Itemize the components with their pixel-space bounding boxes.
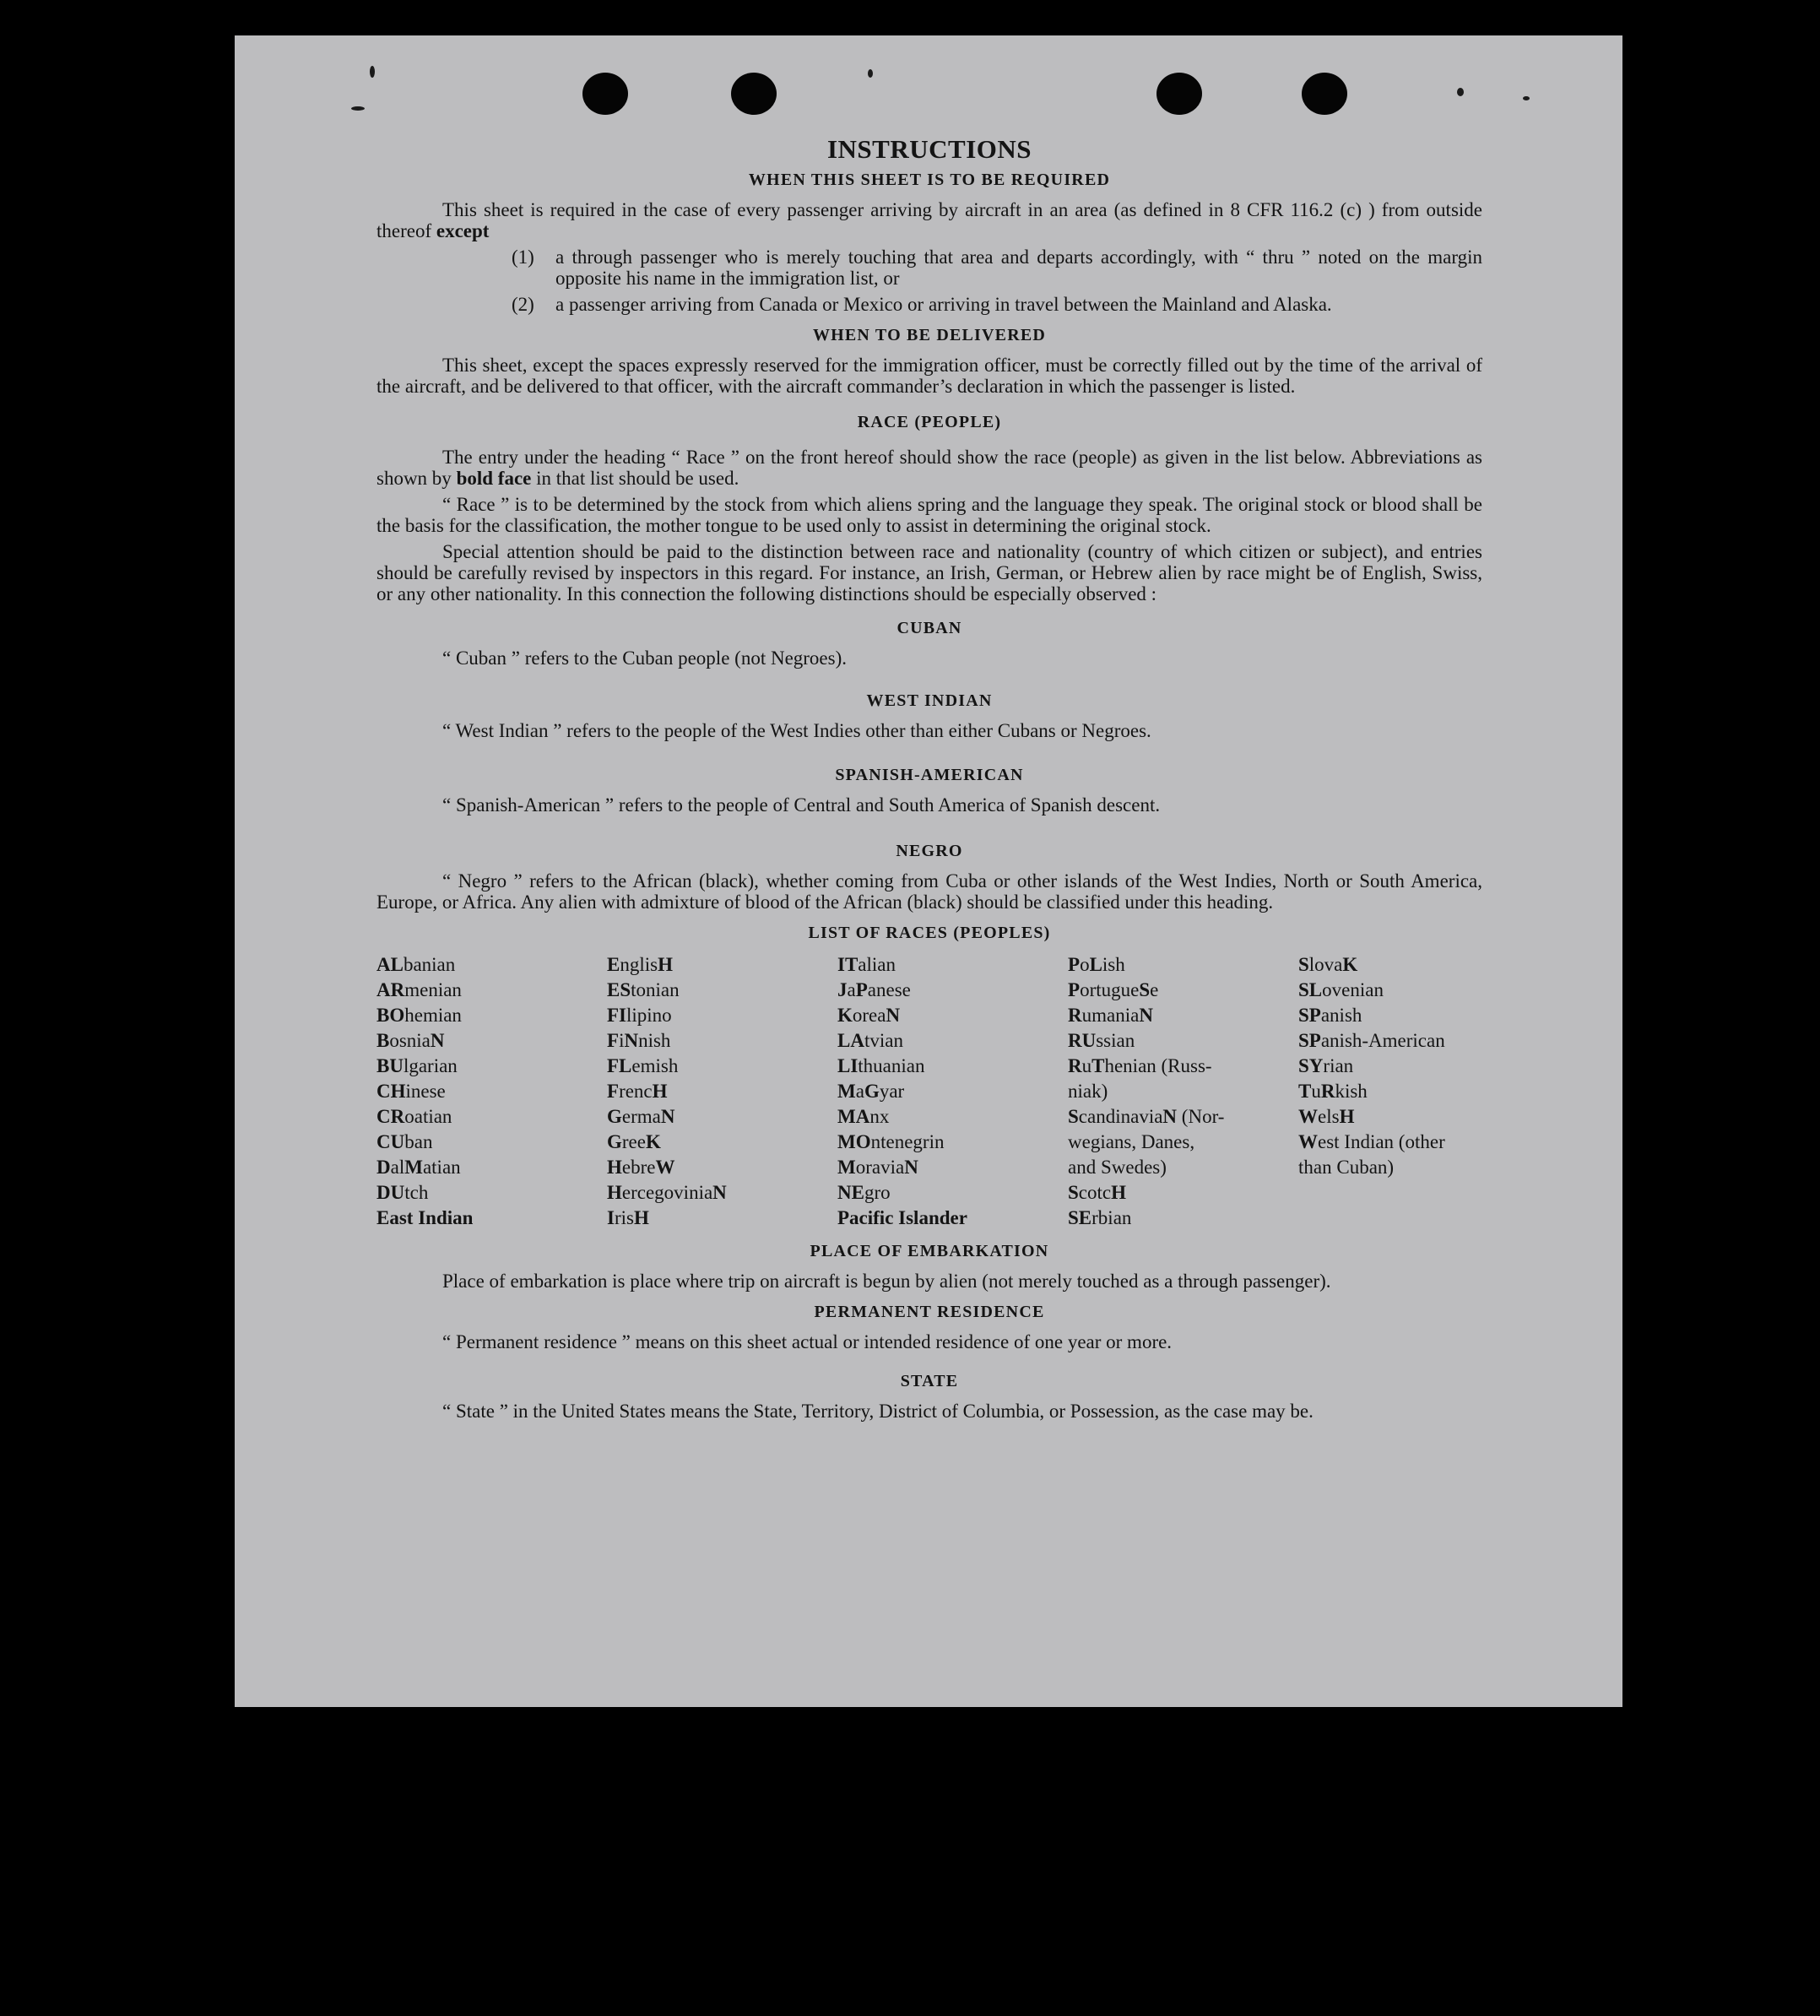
race-entry: CRoatian	[376, 1106, 452, 1127]
race-entry: NEgro	[837, 1182, 891, 1203]
race-entry: FLemish	[607, 1055, 679, 1076]
race-entry: PortugueSe	[1068, 979, 1159, 1000]
paragraph: “ Spanish-American ” refers to the people of Central and South America of Spanish descent.	[442, 794, 1161, 816]
race-entry: FiNnish	[607, 1030, 671, 1051]
scan-speck	[868, 69, 873, 78]
race-entry: GermaN	[607, 1106, 675, 1127]
race-entry: DUtch	[376, 1182, 429, 1203]
race-entry: SPanish	[1298, 1005, 1362, 1026]
race-entry: Pacific Islander	[837, 1207, 967, 1228]
paragraph: “ West Indian ” refers to the people of the West Indies other than either Cubans or Negroes.	[442, 720, 1151, 741]
race-entry: DalMatian	[376, 1157, 461, 1178]
race-entry: MaGyar	[837, 1081, 905, 1102]
paragraph: Place of embarkation is place where trip on aircraft is begun by alien (not merely touched as a through passenger).	[442, 1271, 1331, 1292]
paragraph: This sheet is required in the case of every passenger arriving by aircraft in an area (as defined in 8 CFR 116.2 (c) ) from outside thereof except	[376, 199, 1482, 241]
section-heading: SPANISH-AMERICAN	[835, 766, 1024, 784]
race-entry: KoreaN	[837, 1005, 901, 1026]
race-entry: WelsH	[1298, 1106, 1355, 1127]
race-entry: SLovenian	[1298, 979, 1384, 1000]
document-title: INSTRUCTIONS	[826, 134, 1032, 164]
punch-hole	[1156, 73, 1202, 115]
race-entry: SPanish-American	[1298, 1030, 1445, 1051]
scan-speck	[1523, 96, 1530, 100]
race-entry: ARmenian	[376, 979, 462, 1000]
race-entry: MAnx	[837, 1106, 890, 1127]
race-entry: EStonian	[607, 979, 680, 1000]
section-heading: PLACE OF EMBARKATION	[810, 1242, 1049, 1260]
paragraph: Special attention should be paid to the distinction between race and nationality (country of which citizen or subject), and entries should be carefully revised by inspectors in this regard. For instance, an Irish, German, or Hebrew alien by race might be of English, Swiss, or any other nationality. In this connection the following distinctions should be especially observed :	[376, 541, 1482, 604]
race-entry: ITalian	[837, 954, 896, 975]
paragraph: The entry under the heading “ Race ” on the front hereof should show the race (people) as given in the list below. Abbreviations as shown by bold face in that list should be used.	[376, 447, 1482, 489]
race-entry: EnglisH	[607, 954, 673, 975]
race-entry: East Indian	[376, 1207, 474, 1228]
race-entry: TuRkish	[1298, 1081, 1368, 1102]
race-column	[837, 952, 1068, 1231]
race-entry: ALbanian	[376, 954, 456, 975]
document-content	[376, 134, 1482, 1427]
race-entry: MoraviaN	[837, 1157, 918, 1178]
race-entry: RuThenian (Russ- niak)	[1068, 1055, 1212, 1102]
race-entry: LAtvian	[837, 1030, 903, 1051]
section-heading: LIST OF RACES (PEOPLES)	[808, 924, 1051, 942]
paragraph: This sheet, except the spaces expressly reserved for the immigration officer, must be correctly filled out by the time of the arrival of the aircraft, and be delivered to that officer, with the aircraft commander’s declaration in which the passenger is listed.	[376, 355, 1482, 397]
section-heading: PERMANENT RESIDENCE	[814, 1303, 1045, 1321]
section-heading: WHEN TO BE DELIVERED	[812, 326, 1047, 344]
race-entry: HebreW	[607, 1157, 675, 1178]
race-entry: ScotcH	[1068, 1182, 1126, 1203]
race-entry: FrencH	[607, 1081, 668, 1102]
punch-hole	[582, 73, 628, 115]
paragraph: “ State ” in the United States means the State, Territory, District of Columbia, or Possession, as the case may be.	[442, 1401, 1314, 1422]
punch-hole	[1302, 73, 1347, 115]
section-heading: WHEN THIS SHEET IS TO BE REQUIRED	[748, 171, 1111, 189]
race-entry: LIthuanian	[837, 1055, 925, 1076]
punch-hole	[731, 73, 777, 115]
race-entry: JaPanese	[837, 979, 911, 1000]
paragraph: “ Negro ” refers to the African (black), whether coming from Cuba or other islands of the West Indies, North or South America, Europe, or Africa. Any alien with admixture of blood of the African (black) should be classified under this heading.	[376, 870, 1482, 913]
race-column	[607, 952, 837, 1231]
section-heading: RACE (PEOPLE)	[857, 413, 1002, 431]
race-entry: West Indian (other than Cuban)	[1298, 1131, 1445, 1178]
race-column	[1298, 952, 1516, 1231]
paragraph: “ Race ” is to be determined by the stock from which aliens spring and the language they speak. The original stock or blood shall be the basis for the classification, the mother tongue to be used only to assist in determining the original stock.	[376, 494, 1482, 536]
section-heading: CUBAN	[896, 619, 962, 637]
race-entry: BUlgarian	[376, 1055, 458, 1076]
race-entry: ScandinaviaN (Nor- wegians, Danes, and Swedes)	[1068, 1106, 1225, 1178]
race-entry: BosniaN	[376, 1030, 445, 1051]
race-list	[376, 952, 1482, 1231]
list-item: (2) a passenger arriving from Canada or Mexico or arriving in travel between the Mainland and Alaska.	[512, 294, 1332, 315]
race-column	[1068, 952, 1298, 1231]
paragraph: “ Cuban ” refers to the Cuban people (not Negroes).	[442, 648, 848, 669]
race-entry: BOhemian	[376, 1005, 462, 1026]
document-page	[235, 35, 1622, 1707]
scan-speck	[370, 66, 375, 78]
race-entry: CUban	[376, 1131, 433, 1152]
race-entry: CHinese	[376, 1081, 446, 1102]
scan-speck	[1457, 88, 1464, 96]
race-entry: GreeK	[607, 1131, 661, 1152]
paragraph: “ Permanent residence ” means on this sheet actual or intended residence of one year or more.	[442, 1331, 1173, 1352]
section-heading: NEGRO	[896, 842, 963, 860]
race-entry: SYrian	[1298, 1055, 1354, 1076]
race-entry: SErbian	[1068, 1207, 1132, 1228]
race-entry: MOntenegrin	[837, 1131, 945, 1152]
race-entry: IrisH	[607, 1207, 649, 1228]
section-heading: WEST INDIAN	[866, 691, 993, 710]
section-heading: STATE	[900, 1372, 959, 1390]
race-entry: FIlipino	[607, 1005, 672, 1026]
list-item: (1) a through passenger who is merely touching that area and departs accordingly, with “ thru ” noted on the margin opposite his name in the immigration list, or	[512, 247, 1482, 289]
race-entry: HercegoviniaN	[607, 1182, 727, 1203]
scan-speck	[351, 106, 365, 111]
race-column	[376, 952, 607, 1231]
race-entry: RUssian	[1068, 1030, 1135, 1051]
race-entry: SlovaK	[1298, 954, 1358, 975]
race-entry: RumaniaN	[1068, 1005, 1153, 1026]
race-entry: PoLish	[1068, 954, 1125, 975]
